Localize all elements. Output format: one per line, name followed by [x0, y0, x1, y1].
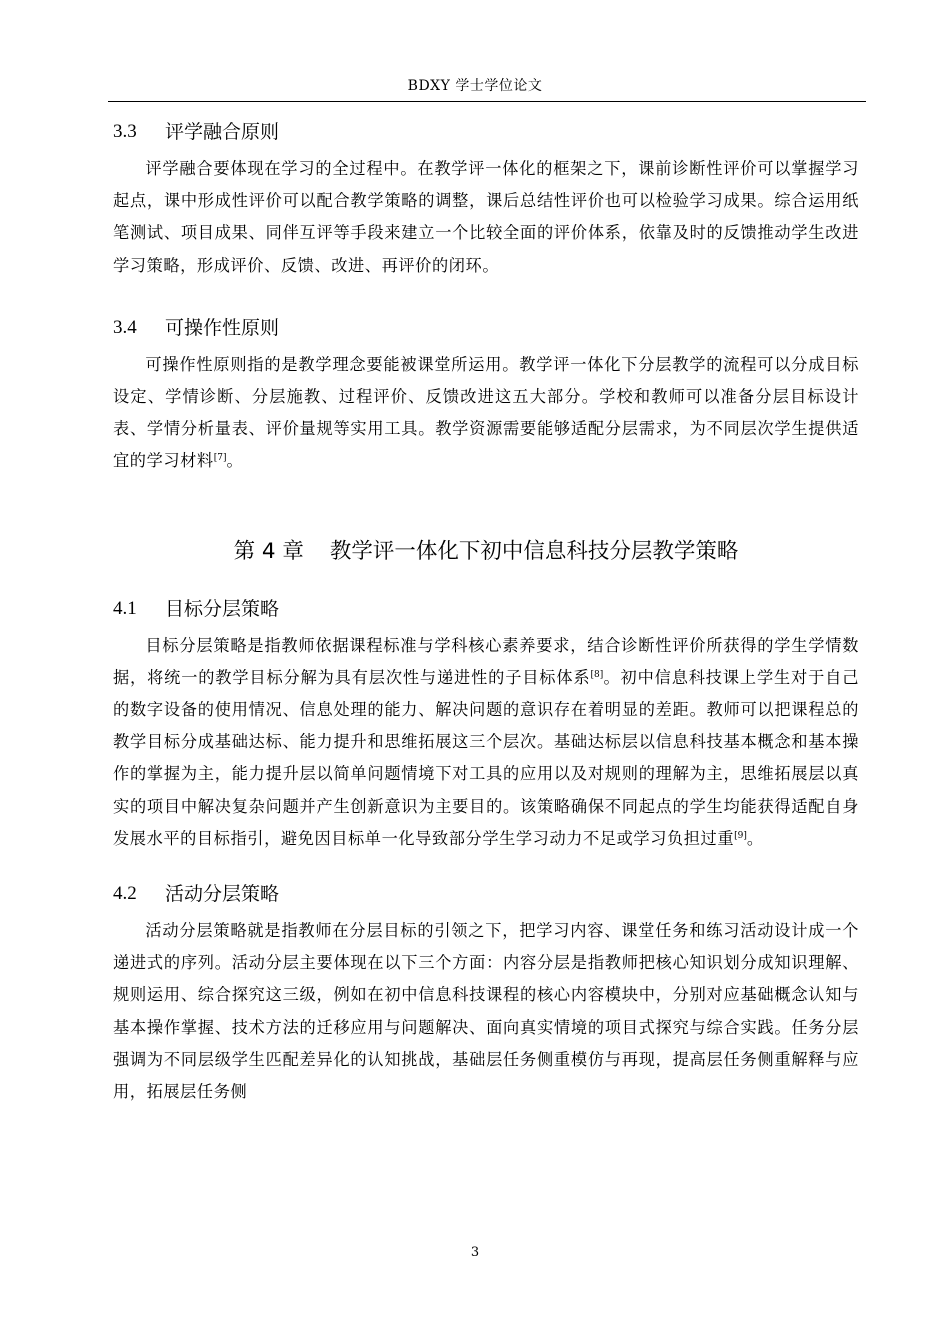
section-title: 可操作性原则 [165, 316, 280, 339]
section-number: 3.4 [113, 316, 137, 338]
section-number: 4.2 [113, 883, 137, 905]
citation-ref: [7] [213, 453, 227, 464]
citation-ref: [8] [590, 669, 604, 680]
section-heading-3-4 [113, 311, 859, 345]
section-heading-3-3 [113, 115, 859, 149]
section-number: 3.3 [113, 121, 137, 142]
paragraph-text: 。初中信息科技课上学生对于自己的数字设备的使用情况、信息处理的能力、解决问题的意识存在着明显的差距。教师可以把课程总的教学目标分成基础达标、能力提升和思维拓展这三个层次。基础达标层以信息科技基本概念和基本操作的掌握为主，能力提升层以简单问题情境下对工具的应用以及对规则的理解为主，思维拓展层以真实的项目中解决复杂问题并产生创新意识为主要目的。该策略确保不同起点的学生均能获得适配自身发展水平的目标指引，避免因目标单一化导致部分学生学习动力不足或学习负担过重 [113, 667, 859, 848]
paragraph-text: 。 [746, 828, 764, 848]
paragraph-text: 可操作性原则指的是教学理念要能被课堂所运用。教学评一体化下分层教学的流程可以分成目标设定、学情诊断、分层施教、过程评价、反馈改进这五大部分。学校和教师可以准备分层目标设计表、学情分析量表、评价量规等实用工具。教学资源需要能够适配分层需求，为不同层次学生提供适宜的学习材料 [113, 354, 859, 471]
paragraph-text: 。 [226, 451, 244, 471]
section-title: 评学融合原则 [165, 121, 280, 143]
chapter-heading [113, 535, 859, 569]
header-divider [108, 101, 866, 102]
section-heading-4-1 [113, 592, 859, 626]
section-heading-4-2 [113, 877, 859, 911]
section-title: 目标分层策略 [165, 597, 280, 620]
chapter-title: 教学评一体化下初中信息科技分层教学策略 [329, 538, 739, 564]
section-paragraph: 评学融合要体现在学习的全过程中。在教学评一体化的框架之下，课前诊断性评价可以掌握学习起点，课中形成性评价可以配合教学策略的调整，课后总结性评价也可以检验学习成果。综合运用纸笔测试、项目成果、同伴互评等手段来建立一个比较全面的评价体系，依靠及时的反馈推动学生改进学习策略，形成评价、反馈、改进、再评价的闭环。 [113, 159, 859, 275]
page-number: 3 [470, 1245, 480, 1260]
section-title: 活动分层策略 [165, 883, 280, 906]
running-header: BDXY 学士学位论文 [407, 78, 543, 94]
chapter-number: 第 4 章 [233, 538, 304, 564]
section-paragraph [113, 349, 859, 478]
section-paragraph [113, 630, 859, 855]
section-paragraph: 活动分层策略就是指教师在分层目标的引领之下，把学习内容、课堂任务和练习活动设计成一个递进式的序列。活动分层主要体现在以下三个方面：内容分层是指教师把核心知识划分成知识理解、规则运用、综合探究这三级，例如在初中信息科技课程的核心内容模块中，分别对应基础概念认知与基本操作掌握、技术方法的迁移应用与问题解决、面向真实情境的项目式探究与综合实践。任务分层强调为不同层级学生匹配差异化的认知挑战，基础层任务侧重模仿与再现，提高层任务侧重解释与应用，拓展层任务侧 [113, 921, 859, 1102]
citation-ref: [9] [734, 830, 747, 841]
section-number: 4.1 [113, 597, 137, 619]
page-content [113, 115, 859, 1108]
paragraph-text: 目标分层策略是指教师依据课程标准与学科核心素养要求，结合诊断性评价所获得的学生学情数据，将统一的教学目标分解为具有层次性与递进性的子目标体系 [113, 635, 859, 687]
